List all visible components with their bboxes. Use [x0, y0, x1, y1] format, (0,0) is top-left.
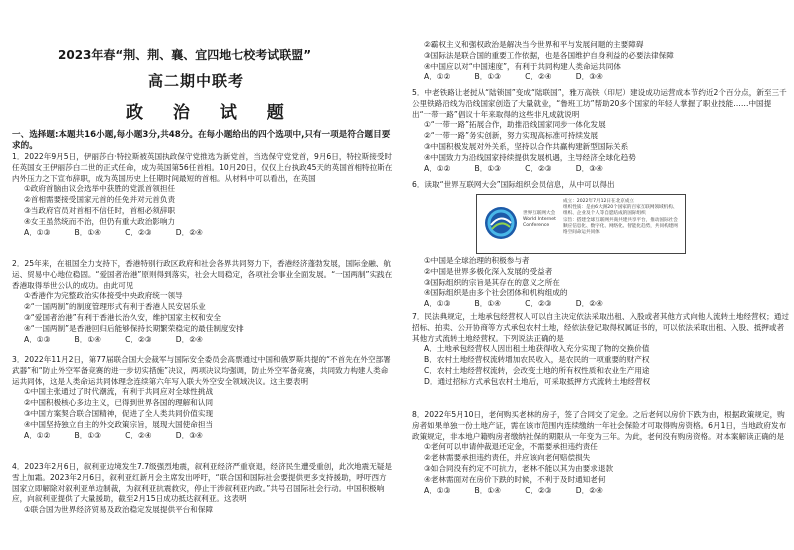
- option-2: ②“一国两制”的制度管理形式有利于香港人民安居乐业: [24, 302, 206, 312]
- option-1: ①中国主张通过了时代潮流，有利于共同应对全球性挑战: [24, 387, 214, 397]
- option-a: A．土地承包经营权人因出租土地获得收入充分实现了物的交换价值: [424, 344, 650, 354]
- option-2: ②中国积极核心多边主义，已得到世界各国的理解和认同: [24, 398, 214, 408]
- option-2: ②老林需要承担违约责任，并应该向老何赔偿损失: [424, 453, 591, 463]
- question-4-continued: [412, 40, 790, 83]
- answer-choices: A．①③ B．①④ C．②③ D．②④: [424, 299, 603, 309]
- answer-choices: A．①③ B．①④ C．②③ D．②④: [424, 485, 603, 495]
- option-3: ③中国方案契合联合国精神，促进了全人类共同价值实现: [24, 408, 214, 418]
- exam-heading: 政 治 试 题: [126, 103, 296, 123]
- option-4: ④老林需面对在房价下跌的时候，不利于及时通知老何: [424, 474, 606, 484]
- option-2: ②“一带一路”务实创新，努力实现高标准可持续发展: [424, 131, 599, 141]
- option-b: B．农村土地经营权流转增加农民收入，是农民的一项重要的财产权: [424, 355, 650, 365]
- answer-choices: A．①③ B．①④ C．②③ D．②④: [24, 334, 203, 344]
- option-3: ③国际组织的宗旨是其存在的意义之所在: [424, 277, 560, 287]
- option-4: ④中国应以对“中国速度”，有利于共同构建人类命运共同体: [424, 61, 621, 71]
- wic-details: [563, 199, 681, 236]
- wic-name: 世界互联网大会 World Internet Conference: [523, 211, 556, 228]
- question-stem: 7．民法典规定，土地承包经营权人可以自主决定依法采取出租、入股或者其他方式向他人流转土地经营权；通过招标、拍卖、公开协商等方式承包农村土地，经依法登记取得权属证书的，可以依法采取出租、入股、抵押或者其他方式流转土地经营权。下列说法正确的是: [412, 312, 789, 343]
- question-8: [412, 410, 790, 496]
- wic-info-figure: [476, 194, 686, 254]
- option-3: ③如合同没有约定不可抗力，老林不能以其为由要求退款: [424, 463, 614, 473]
- option-d: D．通过招标方式承包农村土地后，可采取抵押方式流转土地经营权: [424, 376, 651, 386]
- option-2: ②首相需要接受国家元首的任免并对元首负责: [24, 195, 176, 205]
- question-stem: 3．2022年11月2日，第77届联合国大会裁军与国际安全委员会高票通过中国和俄罗斯共提的“不首先在外空部署武器”和“防止外空军备竞赛的进一步切实措施”决议，两项决议均强调，防止外空军备竞赛，共同致力构建人类命运共同体，这是人类命运共同体理念连续第六年写入联大外空安全领域决议。这主要表明: [12, 355, 391, 386]
- question-stem: 2．25年来，在祖国全力支持下，香港特别行政区政府和社会各界共同努力下，香港经济蓬勃发展，国际金融、航运、贸易中心地位稳固。“爱国者治港”原则得到落实，社会大局稳定，各项社会事业全面发展。“一国两制”实践在香港取得举世公认的成功。由此可见: [12, 259, 393, 290]
- section-heading: 一、选择题:本题共16小题,每小题3分,共48分。在每小题给出的四个选项中,只有一项是符合题目要求的。: [12, 130, 391, 151]
- wic-detail-founded: 成立：2022年7月12日在北京成立: [563, 199, 634, 204]
- answer-choices: A．①② B．①③ C．②④ D．③④: [24, 430, 203, 440]
- option-4: ④女王虽然统而不治，但仍有重大政治影响力: [24, 216, 176, 226]
- question-3: [12, 355, 394, 441]
- option-3: ③中国积极发展对外关系，坚持以合作共赢构建新型国际关系: [424, 141, 629, 151]
- question-4: [12, 462, 394, 516]
- option-1: ①老何可以申请仲裁退还定金，不需要承担违约责任: [424, 442, 598, 452]
- wic-detail-purpose: 宗旨：搭建全球互联网共商共建共享平台，推动国际社会顺应信息化、数字化、网络化、智能化趋势，共同构建网络空间命运共同体: [563, 217, 678, 236]
- wic-logo-icon: [483, 205, 519, 241]
- question-5: [412, 88, 790, 174]
- option-1: ①中国是全球治理的积极参与者: [424, 256, 530, 265]
- option-2: ②霸权主义和强权政治是解决当今世界和平与发展问题的主要障碍: [424, 40, 644, 49]
- option-2: ②中国是世界多极化深入发展的受益者: [424, 266, 553, 276]
- option-c: C．农村土地经营权流转，会改变土地的所有权性质和农业生产用途: [424, 365, 650, 375]
- option-1: ①“一带一路”拓展合作，助推沿线国家同步一体化发展: [424, 120, 606, 130]
- option-4: ④国际组织是由多个社会团体和机构组成的: [424, 288, 568, 298]
- answer-choices: A．①② B．①③ C．②③ D．③④: [424, 163, 603, 173]
- exam-subtitle: 高二期中联考: [148, 72, 245, 90]
- question-7: [412, 312, 790, 388]
- question-stem: 5．中老铁路让老挝从“陆锁国”变成“陆联国”，雅万高铁（印尼）建设成功运营成本节约近2个百分点，新至三千公里铁路沿线为沿线国家创造了大量就业，“鲁班工坊”帮助20多个国家的年轻人掌握了职业技能……中国提出“一带一路”倡议十年来取得的这些非凡成就说明: [412, 88, 787, 119]
- question-6: [412, 180, 790, 191]
- option-1: ①政府首脑由议会选举中获胜的党派首领担任: [24, 184, 176, 194]
- option-3: ③国际法是联合国的重要工作依据，也是各国维护自身利益的必要法律保障: [424, 50, 674, 60]
- option-3: ③“爱国者治港”有利于香港长治久安，维护国家主权和安全: [24, 312, 221, 322]
- answer-choices: A．①② B．①③ C．②④ D．③④: [424, 72, 603, 82]
- option-1: ①香港作为完整政治实体接受中央政府统一领导: [24, 291, 183, 301]
- question-stem: 6．读取“世界互联网大会”国际组织会员信息，从中可以得出: [412, 180, 615, 189]
- question-stem: 8．2022年5月10日，老何购买老林的房子，签了合同交了定金。之后老何以房价下跌为由，根据政策规定，购房者如果单独一份土地产证，需在该市范围内连续缴纳一年社会保险才可取得购房资格。6月1日，当地政府发布政策规定，非本地户籍购房者缴纳社保的期限从一年变为三年。为此，老何没有购房资格。对本案解读正确的是: [412, 410, 787, 441]
- question-1: [12, 152, 394, 238]
- option-3: ③当政府官员对首相不信任时，首相必须辞职: [24, 205, 176, 215]
- question-stem: 1．2022年9月5日，伊丽莎白·特拉斯被英国执政保守党推选为新党首，当选保守党党首，9月6日，特拉斯接受时任英国女王伊丽莎白二世的正式任命，成为英国第56任首相。10月20日，仅仅上台执政45天的英国首相特拉斯在内外压力之下宣布辞职，成为英国历史上任期时间最短的首相。从材料中可以看出，在英国: [12, 152, 393, 183]
- question-6-options: [412, 256, 790, 310]
- answer-choices: A．①③ B．①④ C．②③ D．②④: [24, 227, 203, 237]
- option-4: ④“一国两制”是香港回归后能够保持长期繁荣稳定的最佳制度安排: [24, 323, 244, 333]
- option-1: ①联合国为世界经济贸易及政治稳定发展提供平台和保障: [24, 505, 214, 515]
- option-4: ④中国致力为沿线国家持续提供发展机遇，主导经济全球化趋势: [424, 152, 636, 162]
- question-2: [12, 259, 394, 345]
- exam-title: 2023年春“荆、荆、襄、宜四地七校考试联盟”: [58, 48, 312, 62]
- question-stem: 4．2023年2月6日，叙利亚边境发生7.7级强烈地震，叙利亚经济严重衰退，经济民生遭受重创，此次地震无疑是雪上加霜。2023年2月6日，叙利亚红新月会主席发出呼吁，“联合国和国际社会要提供更多支持援助，呼吁西方国家立即解除对叙利亚单边制裁，为叙利亚抗震救灾，停止干涉叙利亚内政。”共号召国际社会行动。中国积极响应，向叙利亚提供了大量援助，截至2月15日成功抵达叙利亚。这表明: [12, 462, 393, 504]
- option-4: ④中国坚持独立自主的外交政策宗旨，展现大国使命担当: [24, 419, 214, 429]
- wic-detail-nature: 组织性质：是由6大洲20个国家的百家互联网领域机构、组织、企业及个人等自愿结成的国际组织: [563, 205, 678, 217]
